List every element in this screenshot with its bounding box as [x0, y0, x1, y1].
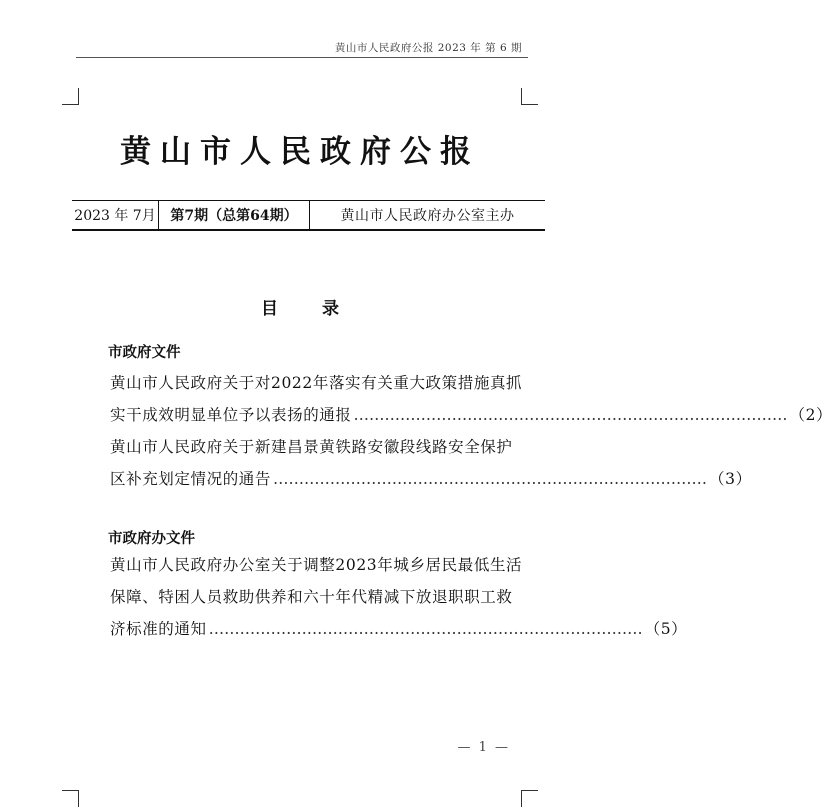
issue-number: 第7期（总第64期）	[159, 201, 310, 229]
toc-entry-line: 保障、特困人员救助供养和六十年代精减下放退职职工救	[110, 588, 513, 606]
toc-title-char-1: 目	[261, 299, 278, 319]
issue-sponsor: 黄山市人民政府办公室主办	[340, 208, 515, 224]
running-header: 黄山市人民政府公报 2023 年 第 6 期	[334, 42, 522, 54]
section-heading-city-gov: 市政府文件	[108, 344, 181, 361]
crop-mark-bottom-right	[521, 790, 538, 807]
crop-mark-top-left	[62, 88, 79, 105]
toc-entry-text: 实干成效明显单位予以表扬的通报	[110, 406, 352, 424]
toc-entry[interactable]	[110, 549, 688, 645]
toc-page-number: （3）	[709, 470, 752, 488]
toc-entry-text: 济标准的通知	[110, 620, 207, 638]
toc-title	[0, 294, 600, 319]
header-rule	[76, 57, 528, 58]
toc-entry[interactable]	[110, 367, 832, 431]
toc-entry[interactable]	[110, 431, 752, 495]
section-heading-city-gov-office: 市政府办文件	[108, 530, 195, 547]
toc-entry-line	[110, 463, 752, 495]
toc-title-char-2: 录	[322, 299, 339, 319]
crop-mark-bottom-left	[62, 790, 79, 807]
toc-entry-line	[110, 613, 688, 645]
toc-leader-dots: …………………………………………………………………………	[273, 470, 708, 488]
toc-page-number: （5）	[644, 620, 688, 638]
masthead-title: 黄山市人民政府公报	[120, 134, 480, 170]
toc-entry-text: 区补充划定情况的通告	[110, 470, 272, 488]
toc-entry-line: 黄山市人民政府关于对2022年落实有关重大政策措施真抓	[110, 374, 523, 392]
toc-entry-line: 黄山市人民政府关于新建昌景黄铁路安徽段线路安全保护	[110, 438, 513, 456]
issue-date: 2023 年 7月	[72, 201, 159, 229]
crop-mark-top-right	[521, 88, 538, 105]
toc-page-number: （2）	[789, 406, 832, 424]
toc-entry-line: 黄山市人民政府办公室关于调整2023年城乡居民最低生活	[110, 556, 523, 574]
toc-leader-dots: …………………………………………………………………………	[208, 620, 643, 638]
issue-bar	[72, 200, 545, 231]
toc-leader-dots: …………………………………………………………………………	[353, 406, 788, 424]
page-number: — 1 —	[457, 740, 510, 755]
toc-entry-line	[110, 399, 832, 431]
